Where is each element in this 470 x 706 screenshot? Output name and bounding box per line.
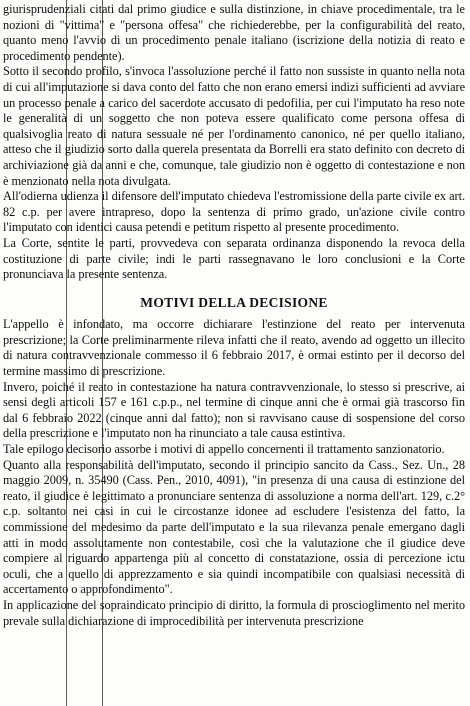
paragraph: giurisprudenziali citati dal primo giudice e sulla distinzione, in chiave procedimentale, tra le nozioni di "vittima" e "persona offesa" che richiederebbe, per la configurabilità del reato, quanto meno l'avvio di un procedimento penale italiano (iscrizione della notizia di reato e procedimento pendente). [3,2,465,63]
paragraph: Quanto alla responsabilità dell'imputato, secondo il principio sancito da Cass., Sez. Un., 28 maggio 2009, n. 35490 (Cass. Pen., 2010, 4091), "in presenza di una causa di estinzione del reato, il giudice è legittimato a pronunciare sentenza di assoluzione a norma dell'art. 129, c.2° c.p. soltanto nei casi in cui le circostanze idonee ad escludere l'esistenza del fatto, la commissione del medesimo da parte dell'imputato e la sua rilevanza penale emergano dagli atti in modo assolutamente non contestabile, così che la valutazione che il giudice deve compiere al riguardo appartenga più al concetto di constatazione, ossia di percezione ictu oculi, che a quello di apprezzamento e sia quindi incompatibile con qualsiasi necessità di accertamento o approfondimento". [3,457,465,597]
paragraph: Sotto il secondo profilo, s'invoca l'assoluzione perché il fatto non sussiste in quanto nella nota di cui all'imputazione si dava conto del fatto che non erano emersi indizi sufficienti ad avviare un processo penale a carico del sacerdote accusato di pedofilia, per cui l'imputato ha reso note le generalità di un soggetto che non poteva essere qualificato come persona offesa di qualsivoglia reato di natura sessuale né per l'ordinamento canonico, né per quello italiano, atteso che il giudizio sorto dalla querela presentata da Borrelli era stato definito con decreto di archiviazione già da anni e che, comunque, tale giudizio non è oggetto di contestazione e non è menzionato nella nota divulgata. [3,64,465,188]
paragraph: La Corte, sentite le parti, provvedeva con separata ordinanza disponendo la revoca della costituzione di parte civile; indi le parti rassegnavano le loro conclusioni e la Corte pronunciava la presente sentenza. [3,235,465,282]
paragraph: All'odierna udienza il difensore dell'imputato chiedeva l'estromissione della parte civile ex art. 82 c.p. per avere intrapreso, dopo la sentenza di primo grado, un'azione civile contro l'imputato con identici causa petendi e petitum rispetto al presente procedimento. [3,189,465,235]
paragraph: In applicazione del sopraindicato principio di diritto, la formula di proscioglimento nel merito prevale sulla dichiarazione di improcedibilità per intervenuta prescrizione [3,597,465,628]
paragraph: Tale epilogo decisorio assorbe i motivi di appello concernenti il trattamento sanzionatorio. [3,442,445,457]
document-body [3,2,465,629]
paragraph: L'appello è infondato, ma occorre dichiarare l'estinzione del reato per intervenuta prescrizione; la Corte preliminarmente rileva infatti che il reato, avendo ad oggetto un illecito di natura contravvenzionale commesso il 6 febbraio 2017, è ormai estinto per il decorso del termine massimo di prescrizione. [3,317,465,379]
section-heading: MOTIVI DELLA DECISIONE [140,294,328,310]
paragraph: Invero, poiché il reato in contestazione ha natura contravvenzionale, lo stesso si prescrive, ai sensi degli articoli 157 e 161 c.p.p., nel termine di cinque anni che è ormai già trascorso fin dal 6 febbraio 2022 (cinque anni dal fatto); non si ravvisano cause di sospensione del corso della prescrizione e l'imputato non ha rinunciato a tale causa estintiva. [3,379,465,441]
